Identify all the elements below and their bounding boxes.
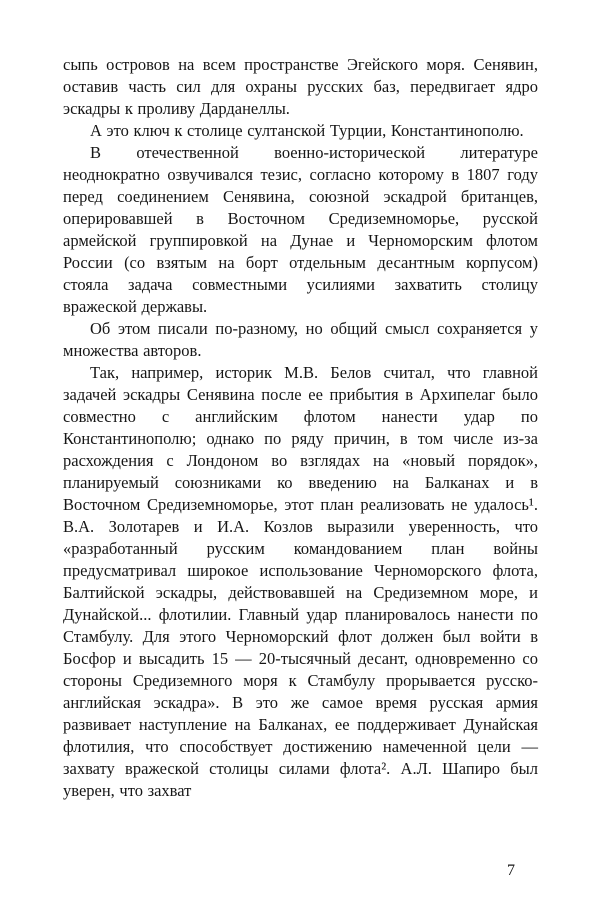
text-block xyxy=(63,54,538,802)
paragraph: Так, например, историк М.В. Белов считал, что главной задачей эскадры Сенявина после ее прибытия в Архипелаг было совместно с английским флотом нанести удар по Константинополю; однако по ряду причин, в том числе из-за расхождения с Лондоном во взглядах на «новый порядок», планируемый союзниками ко введению на Балканах и в Восточном Средиземноморье, этот план реализовать не удалось¹. В.А. Золотарев и И.А. Козлов выразили уверенность, что «разработанный русским командованием план войны предусматривал широкое использование Черноморского флота, Балтийской эскадры, действовавшей на Средиземном море, и Дунайской... флотилии. Главный удар планировалось нанести по Стамбулу. Для этого Черноморский флот должен был войти в Босфор и высадить 15 — 20-тысячный десант, одновременно со стороны Средиземного моря к Стамбулу прорывается русско-английская эскадра». В это же самое время русская армия развивает наступление на Балканах, ее поддерживает Дунайская флотилия, что способствует достижению намеченной цели — захвату вражеской столицы силами флота². А.Л. Шапиро был уверен, что захват xyxy=(63,363,538,800)
paragraph: А это ключ к столице султанской Турции, Константинополю. xyxy=(90,121,524,140)
paragraph: сыпь островов на всем пространстве Эгейского моря. Сенявин, оставив часть сил для охраны русских баз, передвигает ядро эскадры к проливу Дарданеллы. xyxy=(63,55,538,118)
paragraph: В отечественной военно-исторической литературе неоднократно озвучивался тезис, согласно которому в 1807 году перед соединением Сенявина, союзной эскадрой британцев, оперировавшей в Восточном Средиземноморье, русской армейской группировкой на Дунае и Черноморским флотом России (со взятым на борт отдельным десантным корпусом) стояла задача совместными усилиями захватить столицу вражеской державы. xyxy=(63,143,538,316)
page-number: 7 xyxy=(507,862,515,879)
paragraph: Об этом писали по-разному, но общий смысл сохраняется у множества авторов. xyxy=(63,319,538,360)
